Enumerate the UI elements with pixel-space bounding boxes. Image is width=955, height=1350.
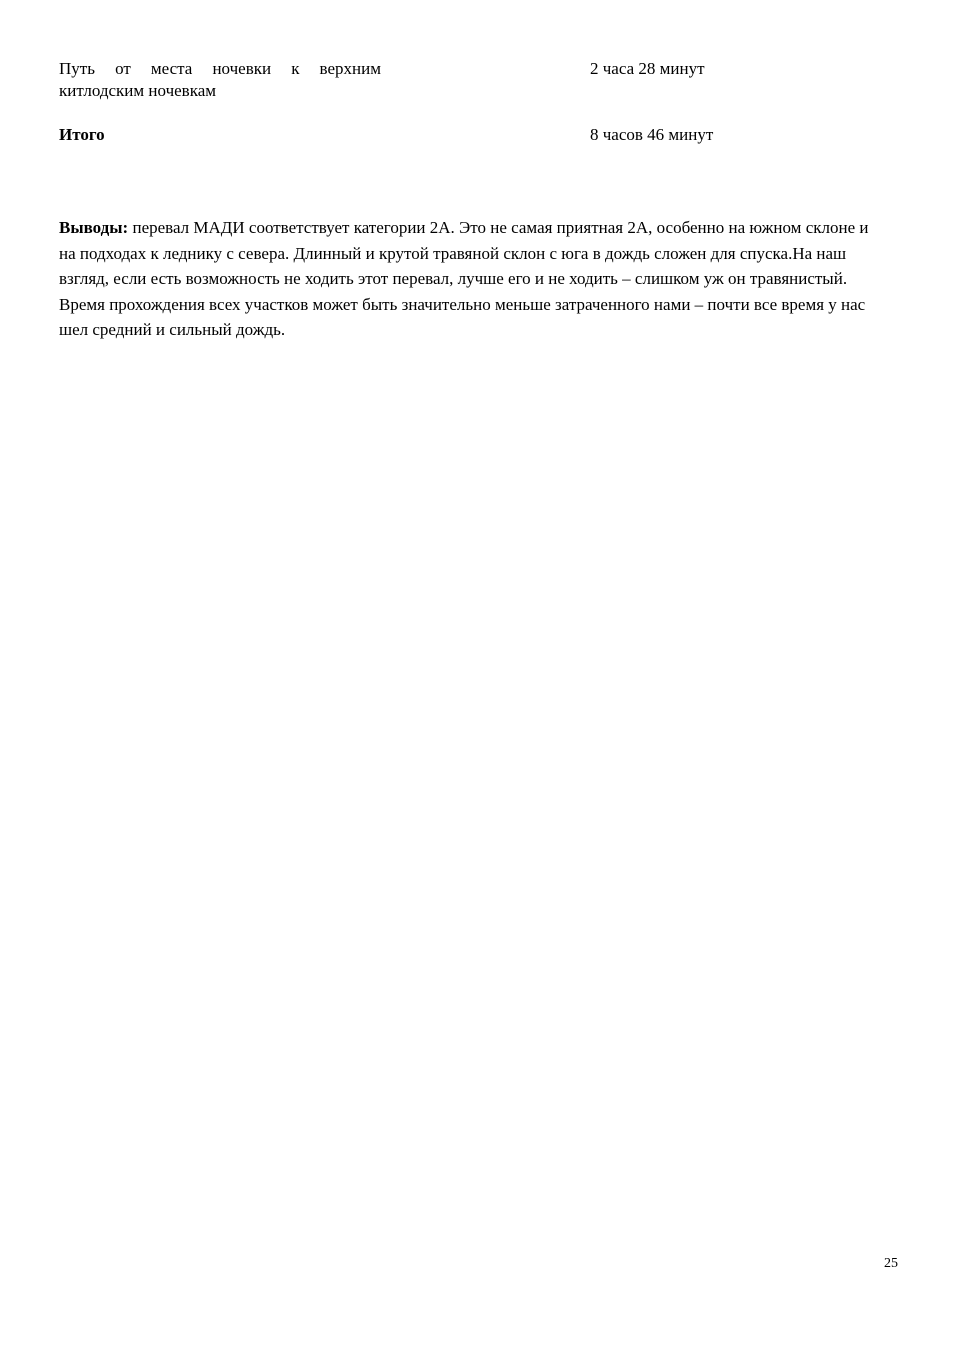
conclusions-heading: Выводы: xyxy=(59,218,129,237)
conclusions-paragraph xyxy=(59,215,879,343)
total-duration: 8 часов 46 минут xyxy=(590,125,714,144)
timing-row-duration: 2 часа 28 минут xyxy=(590,59,705,78)
page-number: 25 xyxy=(884,1256,898,1271)
total-label: Итого xyxy=(59,125,105,144)
timing-row-label: Путь от места ночевки к верхним китлодским ночевкам xyxy=(59,59,381,100)
conclusions-text: перевал МАДИ соответствует категории 2А. Это не самая приятная 2А, особенно на южном склоне и на подходах к леднику с севера. Длинный и крутой травяной склон с юга в дождь сложен для спуска.На наш взгляд, если есть возможность не ходить этот перевал, лучше его и не ходить – слишком уж он травянистый. Время прохождения всех участков может быть значительно меньше затраченного нами – почти все время у нас шел средний и сильный дождь. xyxy=(59,218,869,339)
